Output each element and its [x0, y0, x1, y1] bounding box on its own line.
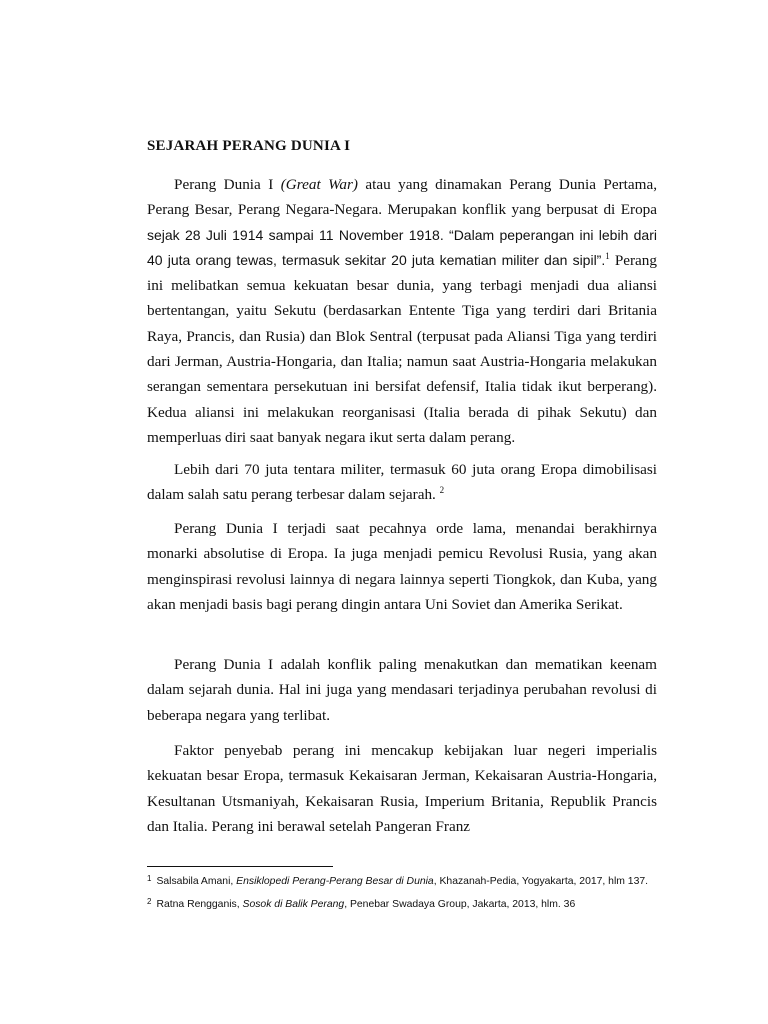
footnote-1-rest: , Khazanah-Pedia, Yogyakarta, 2017, hlm 137.	[433, 876, 649, 887]
footnote-2	[147, 895, 707, 912]
paragraph-3: Perang Dunia I terjadi saat pecahnya orde lama, menandai berakhirnya monarki absolutise di Eropa. Ia juga menjadi pemicu Revolusi Rusia, yang akan menginspirasi revolusi lainnya di negara lainnya seperti Tiongkok, dan Kuba, yang akan menjadi basis bagi perang dingin antara Uni Soviet dan Amerika Serikat.	[147, 520, 657, 613]
footnote-2-number: 2	[147, 897, 152, 906]
paragraph-1-text-e: Perang ini melibatkan semua kekuatan besar dunia, yang terbagi menjadi dua aliansi bertentangan, yaitu Sekutu (berdasarkan Entente Tiga yang terdiri dari Britania Raya, Prancis, dan Rusia) dan Blok Sentral (terpusat pada Aliansi Tiga yang terdiri dari Jerman, Austria-Hongaria, dan Italia; namun saat Austria-Hongaria melakukan serangan sementara persekutuan ini bersifat defensif, Italia tidak ikut berperang). Kedua aliansi ini melakukan reorganisasi (Italia berada di pihak Sekutu) dan memperluas diri saat banyak negara ikut serta dalam perang.	[147, 251, 657, 446]
paragraph-1-text-d: sejak 28 Juli 1914 sampai 11 November 1918. “Dalam peperangan ini lebih dari 40 juta orang tewas, termasuk sekitar 20 juta kematian militer dan sipil”.	[147, 226, 657, 268]
paragraph-1-text-c: atau yang dinamakan Perang Dunia Pertama, Perang Besar, Perang Negara-Negara. Merupakan konflik yang berpusat di Eropa	[147, 176, 657, 219]
paragraph-4: Perang Dunia I adalah konflik paling menakutkan dan mematikan keenam dalam sejarah dunia. Hal ini juga yang mendasari terjadinya perubahan revolusi di beberapa negara yang terlibat.	[147, 656, 657, 724]
great-war-italic: (Great War)	[280, 176, 358, 193]
footnote-1-number: 1	[147, 874, 152, 883]
footnote-2-title: Sosok di Balik Perang	[242, 899, 345, 910]
footnote-2-author: Ratna Rengganis,	[156, 899, 243, 910]
footnote-1-title: Ensiklopedi Perang-Perang Besar di Dunia	[236, 876, 434, 887]
footnote-separator	[147, 866, 333, 867]
paragraph-2	[147, 457, 657, 508]
footnote-1	[147, 872, 707, 889]
footnote-ref-2: 2	[439, 485, 445, 496]
footnote-1-author: Salsabila Amani,	[156, 876, 237, 887]
footnote-2-rest: , Penebar Swadaya Group, Jakarta, 2013, hlm. 36	[344, 899, 576, 910]
page-title: SEJARAH PERANG DUNIA I	[147, 138, 351, 154]
paragraph-1-text-a: Perang Dunia I	[174, 176, 281, 193]
paragraph-1	[147, 172, 657, 450]
paragraph-5: Faktor penyebab perang ini mencakup kebijakan luar negeri imperialis kekuatan besar Eropa, termasuk Kekaisaran Jerman, Kekaisaran Austria-Hongaria, Kesultanan Utsmaniyah, Kekaisaran Rusia, Imperium Britania, Republik Prancis dan Italia. Perang ini berawal setelah Pangeran Franz	[147, 742, 657, 835]
footnote-ref-1: 1	[605, 250, 610, 261]
paragraph-2-text: Lebih dari 70 juta tentara militer, termasuk 60 juta orang Eropa dimobilisasi dalam salah satu perang terbesar dalam sejarah.	[147, 461, 657, 504]
